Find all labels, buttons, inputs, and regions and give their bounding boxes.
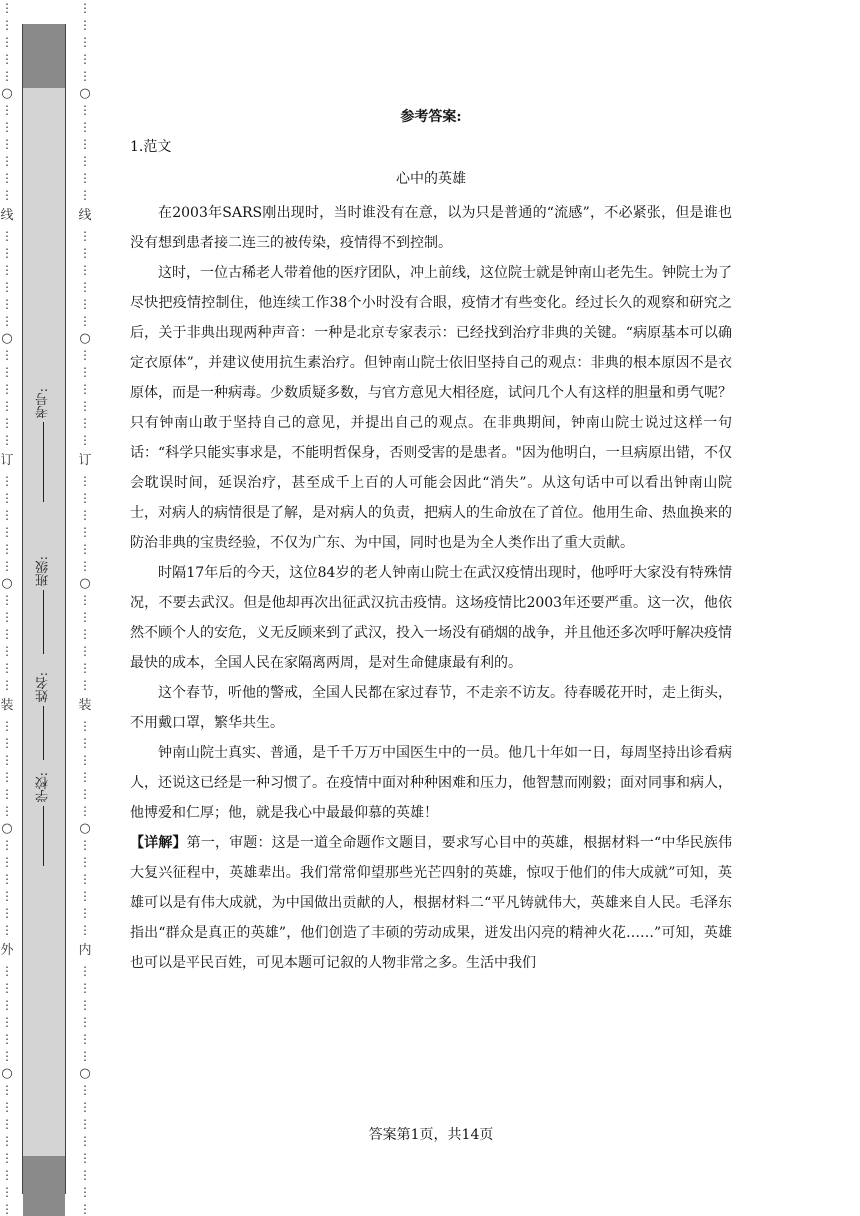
inner-dot: ⋮ — [79, 678, 91, 692]
inner-dot: ⋮ — [79, 263, 91, 277]
inner-dot: ⋮ — [79, 525, 91, 539]
essay-paragraph: 时隔17年后的今天，这位84岁的老人钟南山院士在武汉疫情出现时，他呼吁大家没有特殊情况，不要去武汉。但是他却再次出征武汉抗击疫情。这场疫情比2003年还要严重。这一次，他依然不顾个人的安危，义无反顾来到了武汉，投入一场没有硝烟的战争，并且他还多次呼吁解决疫情最快的成本，全国人民在家隔离两周，是对生命健康最有利的。 — [130, 565, 732, 671]
outer-dot: ⋮ — [1, 18, 13, 32]
inner-dot: ⋮ — [79, 736, 91, 750]
field-school — [22, 772, 64, 866]
outer-dot: ⋮ — [1, 678, 13, 692]
outer-label: 外 — [0, 943, 14, 958]
inner-dot: ⋮ — [79, 981, 91, 995]
inner-dot: ⋮ — [79, 610, 91, 624]
outer-dot: ⋮ — [1, 770, 13, 784]
outer-dot: ⋮ — [1, 246, 13, 260]
inner-dotted-line — [78, 0, 92, 1216]
question-number: 1.范文 — [130, 139, 172, 155]
outer-dot: ⋮ — [1, 627, 13, 641]
essay-paragraph: 这个春节，听他的警戒，全国人民都在家过春节，不走亲不访友。待春暖花开时，走上街头，不用戴口罩，繁华共生。 — [130, 685, 732, 731]
inner-dot: ⋮ — [79, 1151, 91, 1165]
outer-dot: ⋮ — [1, 838, 13, 852]
outer-dot: ⋮ — [1, 120, 13, 134]
inner-dot: ⋮ — [79, 855, 91, 869]
outer-dot: ⋮ — [1, 1100, 13, 1114]
outer-dot: ⋮ — [1, 1151, 13, 1165]
inner-dot: ⋮ — [79, 1168, 91, 1182]
inner-dot: ⋮ — [79, 627, 91, 641]
inner-dot: ⋮ — [79, 1, 91, 15]
outer-dot: ⋮ — [1, 923, 13, 937]
inner-dot: ⋮ — [79, 137, 91, 151]
outer-dot: ⋮ — [1, 137, 13, 151]
inner-dot: ⋮ — [79, 998, 91, 1012]
inner-dot: ⋮ — [79, 770, 91, 784]
outer-dot: ⋮ — [1, 433, 13, 447]
outer-circle: ○ — [1, 821, 13, 836]
inner-dot: ⋮ — [79, 348, 91, 362]
detail-label: 【详解】 — [130, 835, 187, 851]
inner-dot: ⋮ — [79, 1015, 91, 1029]
outer-circle: ○ — [1, 1066, 13, 1081]
field-name — [22, 672, 64, 760]
field-exam-number-line — [43, 422, 44, 502]
inner-dot: ⋮ — [79, 719, 91, 733]
inner-dot: ⋮ — [79, 433, 91, 447]
field-name-line — [43, 706, 44, 760]
inner-dot: ⋮ — [79, 416, 91, 430]
inner-label: 装 — [78, 698, 92, 713]
outer-dot: ⋮ — [1, 661, 13, 675]
inner-dot: ⋮ — [79, 872, 91, 886]
outer-dot: ⋮ — [1, 644, 13, 658]
outer-dot: ⋮ — [1, 1049, 13, 1063]
inner-dot: ⋮ — [79, 889, 91, 903]
inner-label: 订 — [78, 453, 92, 468]
inner-dot: ⋮ — [79, 188, 91, 202]
essay-paragraph: 这时，一位古稀老人带着他的医疗团队，冲上前线，这位院士就是钟南山老先生。钟院士为了尽快把疫情控制住，他连续工作38个小时没有合眼，疫情才有些变化。经过长久的观察和研究之后，关于非典出现两种声音：一种是北京专家表示：已经找到治疗非典的关键。“病原基本可以确定衣原体”，并建议使用抗生素治疗。但钟南山院士依旧坚持自己的观点：非典的根本原因不是衣原体，而是一种病毒。少数质疑多数，与官方意见大相径庭，试问几个人有这样的胆量和勇气呢？只有钟南山敢于坚持自己的意见，并提出自己的观点。在非典期间，钟南山院士说过这样一句话：“科学只能实事求是，不能明哲保身，否则受害的是患者。"因为他明白，一旦病原出错，不仅会耽误时间，延误治疗，甚至成千上百的人可能会因此“消失”。从这句话中可以看出钟南山院士，对病人的病情很是了解，是对病人的负责，把病人的生命放在了首位。他用生命、热血换来的防治非典的宝贵经验，不仅为广东、为中国，同时也是为全人类作出了重大贡献。 — [130, 265, 732, 551]
outer-dot: ⋮ — [1, 491, 13, 505]
inner-dot: ⋮ — [79, 171, 91, 185]
outer-dot: ⋮ — [1, 1168, 13, 1182]
outer-dot: ⋮ — [1, 263, 13, 277]
outer-dot: ⋮ — [1, 1015, 13, 1029]
inner-dot: ⋮ — [79, 661, 91, 675]
inner-dot: ⋮ — [79, 1100, 91, 1114]
field-exam-number-label: 考号: — [35, 388, 51, 419]
inner-dot: ⋮ — [79, 280, 91, 294]
inner-dot: ⋮ — [79, 1202, 91, 1216]
outer-dot: ⋮ — [1, 1185, 13, 1199]
outer-dot: ⋮ — [1, 804, 13, 818]
inner-dot: ⋮ — [79, 964, 91, 978]
outer-dot: ⋮ — [1, 981, 13, 995]
inner-dot: ⋮ — [79, 120, 91, 134]
outer-dot: ⋮ — [1, 348, 13, 362]
field-class — [22, 556, 64, 654]
outer-dot: ⋮ — [1, 171, 13, 185]
inner-dot: ⋮ — [79, 229, 91, 243]
essay-title: 心中的英雄 — [396, 171, 466, 187]
field-school-label: 学校: — [35, 772, 51, 803]
inner-circle: ○ — [79, 821, 91, 836]
inner-dot: ⋮ — [79, 1032, 91, 1046]
outer-label: 订 — [0, 453, 14, 468]
inner-circle: ○ — [79, 86, 91, 101]
outer-dot: ⋮ — [1, 1032, 13, 1046]
inner-dot: ⋮ — [79, 365, 91, 379]
inner-dot: ⋮ — [79, 69, 91, 83]
field-class-line — [43, 590, 44, 654]
field-name-label: 姓名: — [35, 672, 51, 703]
inner-dot: ⋮ — [79, 52, 91, 66]
outer-circle: ○ — [1, 86, 13, 101]
outer-dot: ⋮ — [1, 1202, 13, 1216]
outer-dot: ⋮ — [1, 154, 13, 168]
inner-circle: ○ — [79, 331, 91, 346]
outer-dot: ⋮ — [1, 593, 13, 607]
outer-dot: ⋮ — [1, 964, 13, 978]
inner-label: 线 — [78, 208, 92, 223]
outer-dot: ⋮ — [1, 474, 13, 488]
outer-dot: ⋮ — [1, 188, 13, 202]
field-exam-number — [22, 388, 64, 502]
inner-dot: ⋮ — [79, 559, 91, 573]
inner-dot: ⋮ — [79, 1117, 91, 1131]
outer-dot: ⋮ — [1, 542, 13, 556]
inner-dot: ⋮ — [79, 297, 91, 311]
outer-dotted-line — [0, 0, 14, 1216]
detail-paragraph — [130, 828, 732, 978]
inner-dot: ⋮ — [79, 753, 91, 767]
strip-top-bar — [23, 24, 65, 88]
inner-dot: ⋮ — [79, 906, 91, 920]
outer-dot: ⋮ — [1, 753, 13, 767]
page-title: 参考答案: — [400, 109, 462, 125]
student-info-fields — [22, 360, 64, 920]
inner-label: 内 — [78, 943, 92, 958]
field-school-line — [43, 806, 44, 866]
inner-dot: ⋮ — [79, 18, 91, 32]
inner-dot: ⋮ — [79, 542, 91, 556]
outer-dot: ⋮ — [1, 855, 13, 869]
inner-dot: ⋮ — [79, 382, 91, 396]
outer-dot: ⋮ — [1, 559, 13, 573]
outer-dot: ⋮ — [1, 399, 13, 413]
inner-dot: ⋮ — [79, 246, 91, 260]
outer-dot: ⋮ — [1, 52, 13, 66]
inner-dot: ⋮ — [79, 644, 91, 658]
inner-circle: ○ — [79, 1066, 91, 1081]
essay-paragraph: 在2003年SARS刚出现时，当时谁没有在意，以为只是普通的“流感”，不必紧张，但是谁也没有想到患者接二连三的被传染，疫情得不到控制。 — [130, 205, 732, 251]
outer-dot: ⋮ — [1, 1134, 13, 1148]
outer-dot: ⋮ — [1, 35, 13, 49]
inner-dot: ⋮ — [79, 1134, 91, 1148]
outer-dot: ⋮ — [1, 998, 13, 1012]
outer-dot: ⋮ — [1, 508, 13, 522]
inner-dot: ⋮ — [79, 593, 91, 607]
inner-circle: ○ — [79, 576, 91, 591]
outer-circle: ○ — [1, 576, 13, 591]
outer-dot: ⋮ — [1, 1, 13, 15]
inner-dot: ⋮ — [79, 399, 91, 413]
outer-dot: ⋮ — [1, 1117, 13, 1131]
detail-text: 第一，审题：这是一道全命题作文题目，要求写心目中的英雄，根据材料一“中华民族伟大复兴征程中，英雄辈出。我们常常仰望那些光芒四射的英雄，惊叹于他们的伟大成就”可知，英雄可以是有伟大成就，为中国做出贡献的人，根据材料二“平凡铸就伟大，英雄来自人民。毛泽东指出“群众是真正的英雄”，他们创造了丰硕的劳动成果，迸发出闪亮的精神火花……”可知，英雄也可以是平民百姓，可见本题可记叙的人物非常之多。生活中我们 — [130, 835, 733, 971]
inner-dot: ⋮ — [79, 804, 91, 818]
outer-dot: ⋮ — [1, 314, 13, 328]
inner-dot: ⋮ — [79, 508, 91, 522]
inner-dot: ⋮ — [79, 474, 91, 488]
outer-circle: ○ — [1, 331, 13, 346]
outer-dot: ⋮ — [1, 889, 13, 903]
strip-bottom-bar — [23, 1156, 65, 1216]
outer-dot: ⋮ — [1, 69, 13, 83]
outer-dot: ⋮ — [1, 103, 13, 117]
outer-dot: ⋮ — [1, 906, 13, 920]
inner-dot: ⋮ — [79, 1185, 91, 1199]
outer-dot: ⋮ — [1, 610, 13, 624]
outer-dot: ⋮ — [1, 1083, 13, 1097]
inner-dot: ⋮ — [79, 787, 91, 801]
outer-label: 线 — [0, 208, 14, 223]
inner-dot: ⋮ — [79, 35, 91, 49]
essay-paragraph: 钟南山院士真实、普通，是千千万万中国医生中的一员。他几十年如一日，每周坚持出诊看病人，还说这已经是一种习惯了。在疫情中面对种种困难和压力，他智慧而刚毅；面对同事和病人，他博爱和仁厚；他，就是我心中最最仰慕的英雄！ — [130, 745, 732, 821]
inner-dot: ⋮ — [79, 1083, 91, 1097]
outer-dot: ⋮ — [1, 229, 13, 243]
page-footer: 答案第1页，共14页 — [368, 1127, 494, 1143]
outer-dot: ⋮ — [1, 297, 13, 311]
essay-body — [130, 198, 732, 978]
inner-dot: ⋮ — [79, 314, 91, 328]
outer-dot: ⋮ — [1, 719, 13, 733]
outer-dot: ⋮ — [1, 787, 13, 801]
inner-dot: ⋮ — [79, 154, 91, 168]
outer-dot: ⋮ — [1, 736, 13, 750]
outer-dot: ⋮ — [1, 416, 13, 430]
outer-dot: ⋮ — [1, 872, 13, 886]
outer-dot: ⋮ — [1, 365, 13, 379]
binding-margin — [0, 0, 104, 1216]
inner-dot: ⋮ — [79, 103, 91, 117]
outer-dot: ⋮ — [1, 382, 13, 396]
field-class-label: 班级: — [35, 556, 51, 587]
inner-dot: ⋮ — [79, 923, 91, 937]
outer-label: 装 — [0, 698, 14, 713]
outer-dot: ⋮ — [1, 280, 13, 294]
outer-dot: ⋮ — [1, 525, 13, 539]
inner-dot: ⋮ — [79, 491, 91, 505]
inner-dot: ⋮ — [79, 838, 91, 852]
inner-dot: ⋮ — [79, 1049, 91, 1063]
